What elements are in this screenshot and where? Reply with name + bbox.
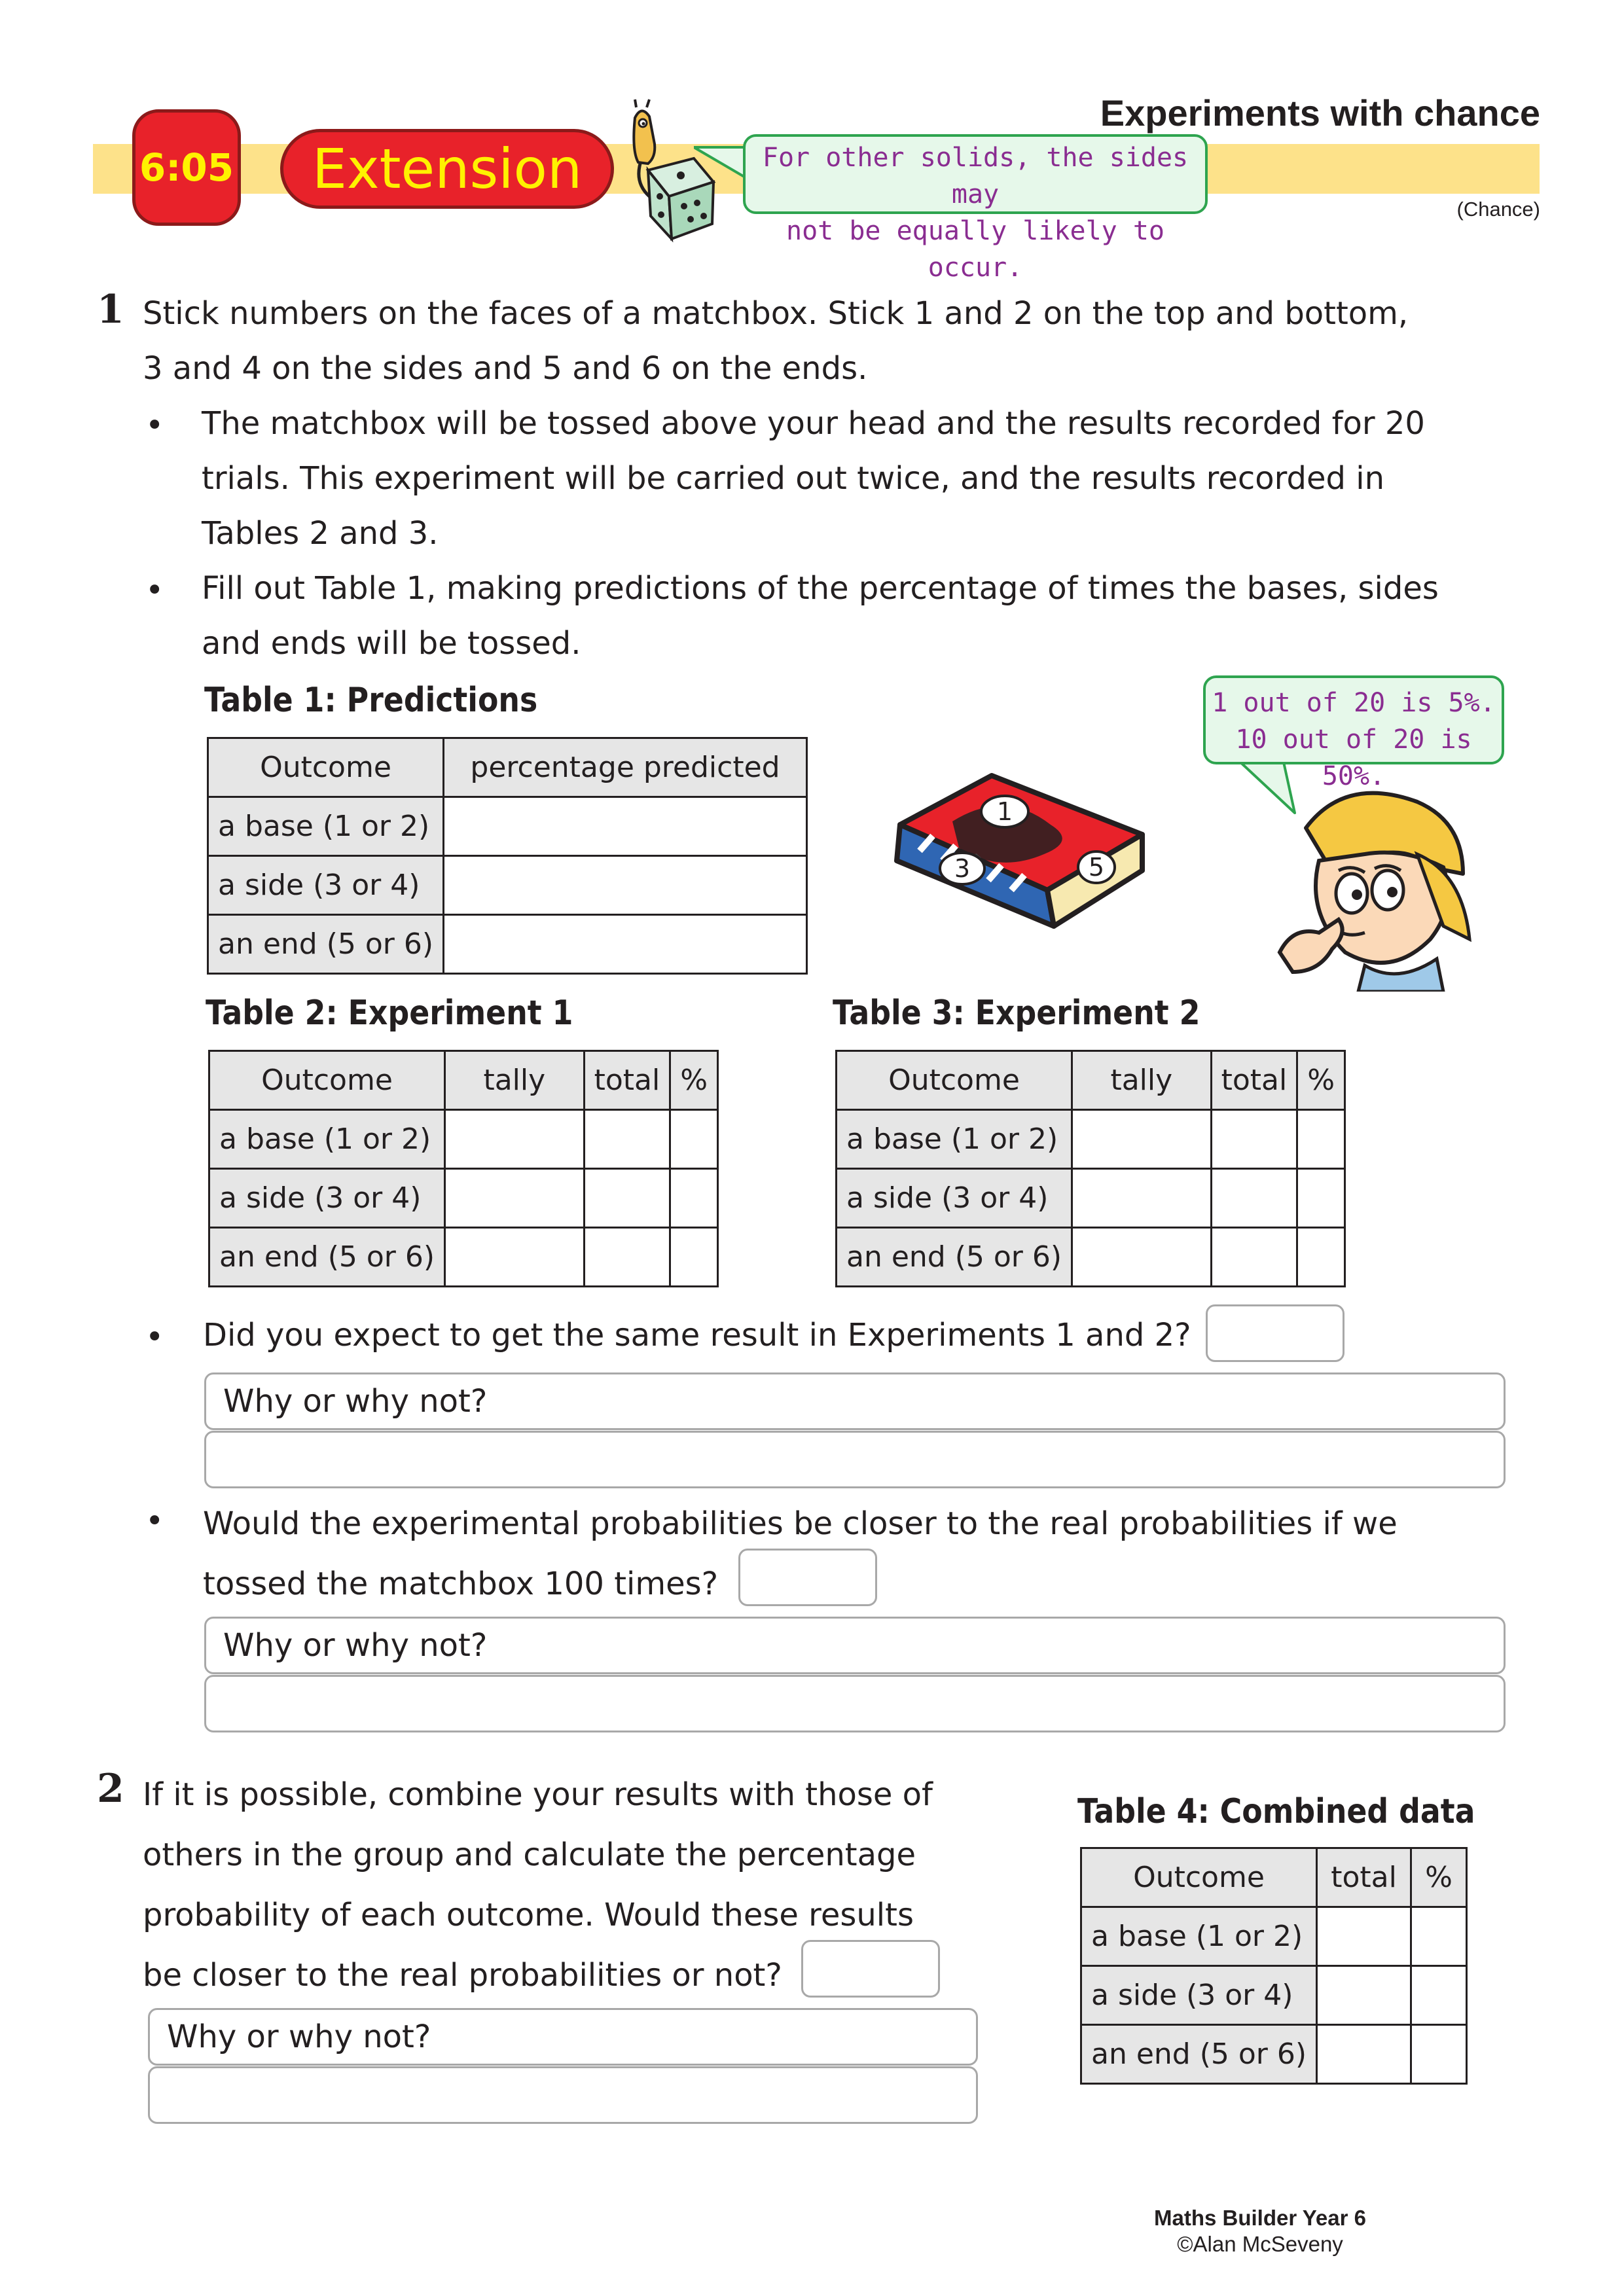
thinking-boy-illustration: [1267, 776, 1483, 992]
table-2-row-label: a base (1 or 2): [209, 1110, 445, 1169]
table-1-header-percentage: percentage predicted: [444, 738, 807, 797]
table-3-row-label: a side (3 or 4): [837, 1169, 1072, 1228]
table-row: [1081, 2025, 1467, 2084]
table-2-header-outcome: Outcome: [209, 1051, 445, 1110]
matchbox-number-side: 3: [954, 854, 971, 883]
table-2-header-total: total: [584, 1051, 670, 1110]
tip-bubble: [743, 134, 1208, 283]
table-row: [209, 1110, 718, 1169]
tip-line-2: not be equally likely to occur.: [786, 216, 1164, 283]
q2-why-continuation[interactable]: [148, 2066, 978, 2124]
table-2-tally-cell[interactable]: [445, 1169, 585, 1228]
question-number-1: 1: [97, 287, 124, 332]
q1-answer-box-2[interactable]: [738, 1549, 877, 1606]
matchbox-number-end: 5: [1088, 853, 1105, 882]
table-4-row-label: a base (1 or 2): [1081, 1907, 1317, 1966]
table-4-percent-cell[interactable]: [1411, 1907, 1467, 1966]
table-3-experiment-2: [835, 1050, 1346, 1287]
table-4-percent-cell[interactable]: [1411, 2025, 1467, 2084]
table-3-total-cell[interactable]: [1211, 1228, 1297, 1287]
table-4-combined-data: [1080, 1847, 1468, 2085]
table-row: [1081, 1907, 1467, 1966]
table-1-header-outcome: Outcome: [208, 738, 444, 797]
table-3-percent-cell[interactable]: [1297, 1110, 1345, 1169]
table-1-answer-cell[interactable]: [444, 797, 807, 856]
table-row: [837, 1228, 1345, 1287]
table-4-total-cell[interactable]: [1317, 1907, 1411, 1966]
table-4-header-total: total: [1317, 1848, 1411, 1907]
table-1-row-label: an end (5 or 6): [208, 915, 444, 974]
table-1-predictions: [207, 737, 808, 975]
q1-why-continuation-2[interactable]: [204, 1675, 1506, 1732]
hint-line-2: 10 out of 20 is 50%.: [1235, 725, 1472, 791]
q1-bullet-4-line-1: Would the experimental probabilities be closer to the real probabilities if we: [203, 1505, 1398, 1542]
q2-why-input[interactable]: Why or why not?: [148, 2008, 978, 2066]
table-3-header-outcome: Outcome: [837, 1051, 1072, 1110]
table-2-row-label: an end (5 or 6): [209, 1228, 445, 1287]
q1-bullet-2-line-2: and ends will be tossed.: [202, 625, 581, 662]
bullet-dot: •: [145, 1503, 164, 1539]
table-4-percent-cell[interactable]: [1411, 1966, 1467, 2025]
q2-text-line-1: If it is possible, combine your results with those of: [143, 1776, 933, 1813]
table-row: [209, 1228, 718, 1287]
table-2-caption: Table 2: Experiment 1: [206, 994, 573, 1033]
table-2-total-cell[interactable]: [584, 1110, 670, 1169]
table-3-percent-cell[interactable]: [1297, 1169, 1345, 1228]
section-code-badge: 6:05: [132, 109, 241, 226]
q1-bullet-3: Did you expect to get the same result in Experiments 1 and 2?: [203, 1317, 1191, 1354]
table-4-caption: Table 4: Combined data: [1077, 1792, 1475, 1831]
page-title: Experiments with chance: [1100, 92, 1540, 134]
table-3-caption: Table 3: Experiment 2: [833, 994, 1200, 1033]
q1-bullet-4-line-2: tossed the matchbox 100 times?: [203, 1566, 719, 1602]
hint-bubble: [1203, 675, 1504, 791]
table-3-row-label: an end (5 or 6): [837, 1228, 1072, 1287]
table-2-experiment-1: [208, 1050, 719, 1287]
q1-bullet-2: [202, 561, 1543, 671]
bullet-dot: •: [145, 1319, 164, 1355]
footer-book-title: Maths Builder Year 6: [1153, 2206, 1367, 2230]
footer-author: ©Alan McSeveny: [1177, 2232, 1343, 2256]
table-2-row-label: a side (3 or 4): [209, 1169, 445, 1228]
tip-line-1: For other solids, the sides may: [762, 143, 1189, 209]
table-row: [1081, 1966, 1467, 2025]
q1-intro-line-1: Stick numbers on the faces of a matchbox. Stick 1 and 2 on the top and bottom,: [143, 295, 1409, 332]
table-row: [208, 797, 807, 856]
table-4-total-cell[interactable]: [1317, 2025, 1411, 2084]
table-row: [209, 1169, 718, 1228]
table-row: [837, 1169, 1345, 1228]
table-1-answer-cell[interactable]: [444, 856, 807, 915]
q1-bullet-1-line-3: Tables 2 and 3.: [202, 515, 439, 552]
table-4-total-cell[interactable]: [1317, 1966, 1411, 2025]
strand-label: (Chance): [1456, 198, 1540, 221]
table-2-total-cell[interactable]: [584, 1228, 670, 1287]
section-badge: Extension: [280, 129, 614, 209]
q1-bullet-2-line-1: Fill out Table 1, making predictions of the percentage of times the bases, sides: [202, 570, 1439, 607]
table-2-tally-cell[interactable]: [445, 1228, 585, 1287]
table-3-header-total: total: [1211, 1051, 1297, 1110]
table-4-header-percent: %: [1411, 1848, 1467, 1907]
table-1-answer-cell[interactable]: [444, 915, 807, 974]
q2-text-line-4: be closer to the real probabilities or not?: [143, 1957, 782, 1994]
table-3-tally-cell[interactable]: [1072, 1110, 1212, 1169]
table-3-row-label: a base (1 or 2): [837, 1110, 1072, 1169]
bullet-dot: •: [145, 407, 164, 444]
table-3-total-cell[interactable]: [1211, 1169, 1297, 1228]
table-2-percent-cell[interactable]: [670, 1169, 718, 1228]
table-4-row-label: an end (5 or 6): [1081, 2025, 1317, 2084]
table-3-header-tally: tally: [1072, 1051, 1212, 1110]
question-number-2: 2: [97, 1766, 124, 1812]
q1-answer-box-1[interactable]: [1206, 1304, 1344, 1362]
table-3-tally-cell[interactable]: [1072, 1169, 1212, 1228]
table-2-percent-cell[interactable]: [670, 1228, 718, 1287]
q1-intro: [143, 286, 1517, 396]
table-1-caption: Table 1: Predictions: [204, 681, 538, 720]
hint-line-1: 1 out of 20 is 5%.: [1212, 688, 1496, 718]
table-3-percent-cell[interactable]: [1297, 1228, 1345, 1287]
q1-why-input-2[interactable]: Why or why not?: [204, 1617, 1506, 1674]
q1-bullet-1-line-2: trials. This experiment will be carried out twice, and the results recorded in: [202, 460, 1384, 497]
q2-text-line-3: probability of each outcome. Would these results: [143, 1897, 914, 1933]
q1-intro-line-2: 3 and 4 on the sides and 5 and 6 on the ends.: [143, 350, 868, 387]
q1-bullet-1-line-1: The matchbox will be tossed above your head and the results recorded for 20: [202, 405, 1425, 442]
table-2-header-percent: %: [670, 1051, 718, 1110]
table-3-total-cell[interactable]: [1211, 1110, 1297, 1169]
q1-why-input-1[interactable]: Why or why not?: [204, 1372, 1506, 1430]
table-3-tally-cell[interactable]: [1072, 1228, 1212, 1287]
table-1-row-label: a base (1 or 2): [208, 797, 444, 856]
table-row: [837, 1110, 1345, 1169]
table-2-header-tally: tally: [445, 1051, 585, 1110]
table-2-tally-cell[interactable]: [445, 1110, 585, 1169]
matchbox-number-top: 1: [996, 797, 1013, 826]
table-4-header-outcome: Outcome: [1081, 1848, 1317, 1907]
q2-answer-box[interactable]: [801, 1940, 940, 1998]
table-2-total-cell[interactable]: [584, 1169, 670, 1228]
q1-bullet-1: [202, 396, 1543, 561]
matchbox-illustration: [880, 762, 1155, 933]
table-2-percent-cell[interactable]: [670, 1110, 718, 1169]
table-4-row-label: a side (3 or 4): [1081, 1966, 1317, 2025]
table-row: [208, 856, 807, 915]
table-1-row-label: a side (3 or 4): [208, 856, 444, 915]
bullet-dot: •: [145, 572, 164, 609]
q1-why-continuation-1[interactable]: [204, 1431, 1506, 1488]
table-row: [208, 915, 807, 974]
table-3-header-percent: %: [1297, 1051, 1345, 1110]
q2-text-line-2: others in the group and calculate the percentage: [143, 1837, 916, 1873]
